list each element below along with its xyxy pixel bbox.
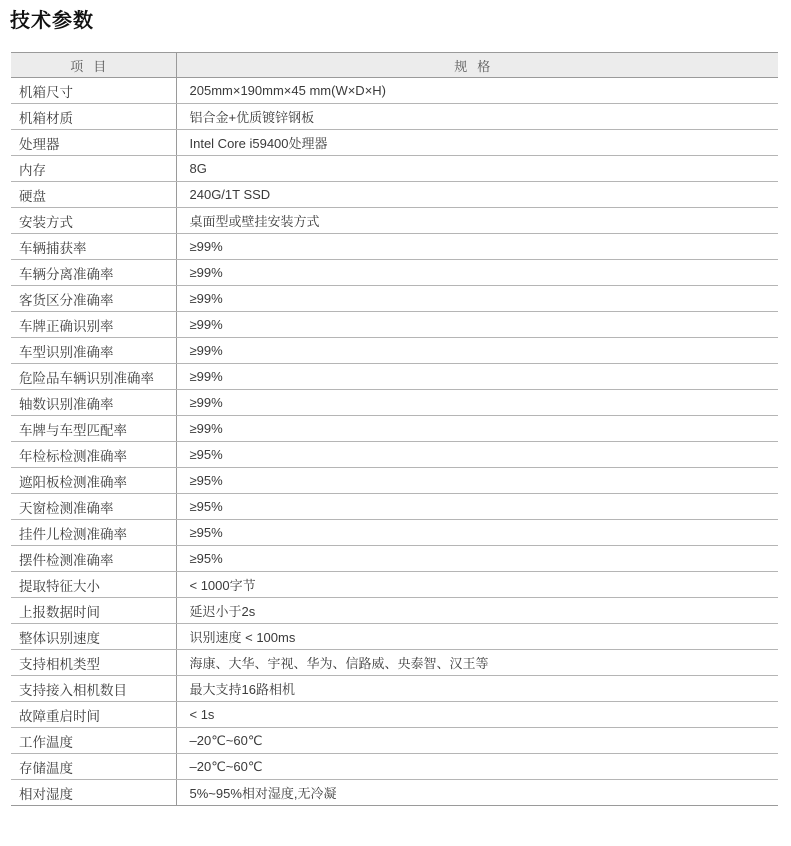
table-row bbox=[11, 156, 778, 182]
table-row bbox=[11, 338, 778, 364]
param-name: 内存 bbox=[11, 156, 176, 182]
table-row bbox=[11, 754, 778, 780]
table-row bbox=[11, 416, 778, 442]
table-row bbox=[11, 728, 778, 754]
table-row bbox=[11, 702, 778, 728]
param-name: 摆件检测准确率 bbox=[11, 546, 176, 572]
table-row bbox=[11, 130, 778, 156]
table-row bbox=[11, 182, 778, 208]
table-row bbox=[11, 286, 778, 312]
table-row bbox=[11, 780, 778, 806]
param-value: ≥99% bbox=[176, 286, 778, 312]
param-name: 危险品车辆识别准确率 bbox=[11, 364, 176, 390]
param-name: 硬盘 bbox=[11, 182, 176, 208]
table-row bbox=[11, 546, 778, 572]
table-row bbox=[11, 624, 778, 650]
param-value: < 1000字节 bbox=[176, 572, 778, 598]
param-name: 整体识别速度 bbox=[11, 624, 176, 650]
param-value: < 1s bbox=[176, 702, 778, 728]
param-value: ≥99% bbox=[176, 416, 778, 442]
param-name: 机箱尺寸 bbox=[11, 78, 176, 104]
param-value: 240G/1T SSD bbox=[176, 182, 778, 208]
param-name: 上报数据时间 bbox=[11, 598, 176, 624]
table-row bbox=[11, 208, 778, 234]
param-value: ≥99% bbox=[176, 234, 778, 260]
param-value: ≥99% bbox=[176, 364, 778, 390]
param-name: 车牌与车型匹配率 bbox=[11, 416, 176, 442]
table-row bbox=[11, 312, 778, 338]
table-row bbox=[11, 78, 778, 104]
table-row bbox=[11, 494, 778, 520]
table-header-row bbox=[11, 53, 778, 78]
param-name: 年检标检测准确率 bbox=[11, 442, 176, 468]
table-row bbox=[11, 676, 778, 702]
table-row bbox=[11, 650, 778, 676]
param-value: ≥99% bbox=[176, 390, 778, 416]
param-name: 支持接入相机数目 bbox=[11, 676, 176, 702]
param-name: 存储温度 bbox=[11, 754, 176, 780]
param-name: 工作温度 bbox=[11, 728, 176, 754]
header-item: 项目 bbox=[11, 53, 176, 78]
page-title: 技术参数 bbox=[10, 8, 94, 32]
param-name: 客货区分准确率 bbox=[11, 286, 176, 312]
spec-table bbox=[11, 52, 778, 806]
param-value: 延迟小于2s bbox=[176, 598, 778, 624]
param-value: 205mm×190mm×45 mm(W×D×H) bbox=[176, 78, 778, 104]
table-row bbox=[11, 390, 778, 416]
param-name: 车牌正确识别率 bbox=[11, 312, 176, 338]
param-name: 故障重启时间 bbox=[11, 702, 176, 728]
table-row bbox=[11, 468, 778, 494]
table-row bbox=[11, 234, 778, 260]
param-name: 车型识别准确率 bbox=[11, 338, 176, 364]
table-row bbox=[11, 364, 778, 390]
param-value: 铝合金+优质镀锌钢板 bbox=[176, 104, 778, 130]
param-value: ≥95% bbox=[176, 494, 778, 520]
param-value: 识别速度 < 100ms bbox=[176, 624, 778, 650]
param-value: 海康、大华、宇视、华为、信路威、央泰智、汉王等 bbox=[176, 650, 778, 676]
table-row bbox=[11, 104, 778, 130]
table-row bbox=[11, 572, 778, 598]
table-row bbox=[11, 520, 778, 546]
param-value: ≥99% bbox=[176, 338, 778, 364]
param-name: 安装方式 bbox=[11, 208, 176, 234]
param-value: Intel Core i59400处理器 bbox=[176, 130, 778, 156]
header-spec: 规格 bbox=[176, 53, 778, 78]
param-name: 遮阳板检测准确率 bbox=[11, 468, 176, 494]
param-value: 5%~95%相对湿度,无冷凝 bbox=[176, 780, 778, 806]
param-value: ≥99% bbox=[176, 312, 778, 338]
param-value: –20℃~60℃ bbox=[176, 754, 778, 780]
param-name: 提取特征大小 bbox=[11, 572, 176, 598]
param-value: ≥95% bbox=[176, 468, 778, 494]
table-row bbox=[11, 442, 778, 468]
spec-table-body bbox=[11, 78, 778, 806]
param-value: 最大支持16路相机 bbox=[176, 676, 778, 702]
table-row bbox=[11, 260, 778, 286]
param-name: 机箱材质 bbox=[11, 104, 176, 130]
param-name: 天窗检测准确率 bbox=[11, 494, 176, 520]
param-name: 支持相机类型 bbox=[11, 650, 176, 676]
param-value: ≥95% bbox=[176, 520, 778, 546]
param-value: 桌面型或壁挂安装方式 bbox=[176, 208, 778, 234]
param-name: 相对湿度 bbox=[11, 780, 176, 806]
param-value: ≥95% bbox=[176, 546, 778, 572]
param-value: –20℃~60℃ bbox=[176, 728, 778, 754]
param-name: 轴数识别准确率 bbox=[11, 390, 176, 416]
table-row bbox=[11, 598, 778, 624]
param-name: 车辆捕获率 bbox=[11, 234, 176, 260]
param-name: 挂件儿检测准确率 bbox=[11, 520, 176, 546]
param-name: 车辆分离准确率 bbox=[11, 260, 176, 286]
param-name: 处理器 bbox=[11, 130, 176, 156]
param-value: ≥95% bbox=[176, 442, 778, 468]
param-value: ≥99% bbox=[176, 260, 778, 286]
param-value: 8G bbox=[176, 156, 778, 182]
